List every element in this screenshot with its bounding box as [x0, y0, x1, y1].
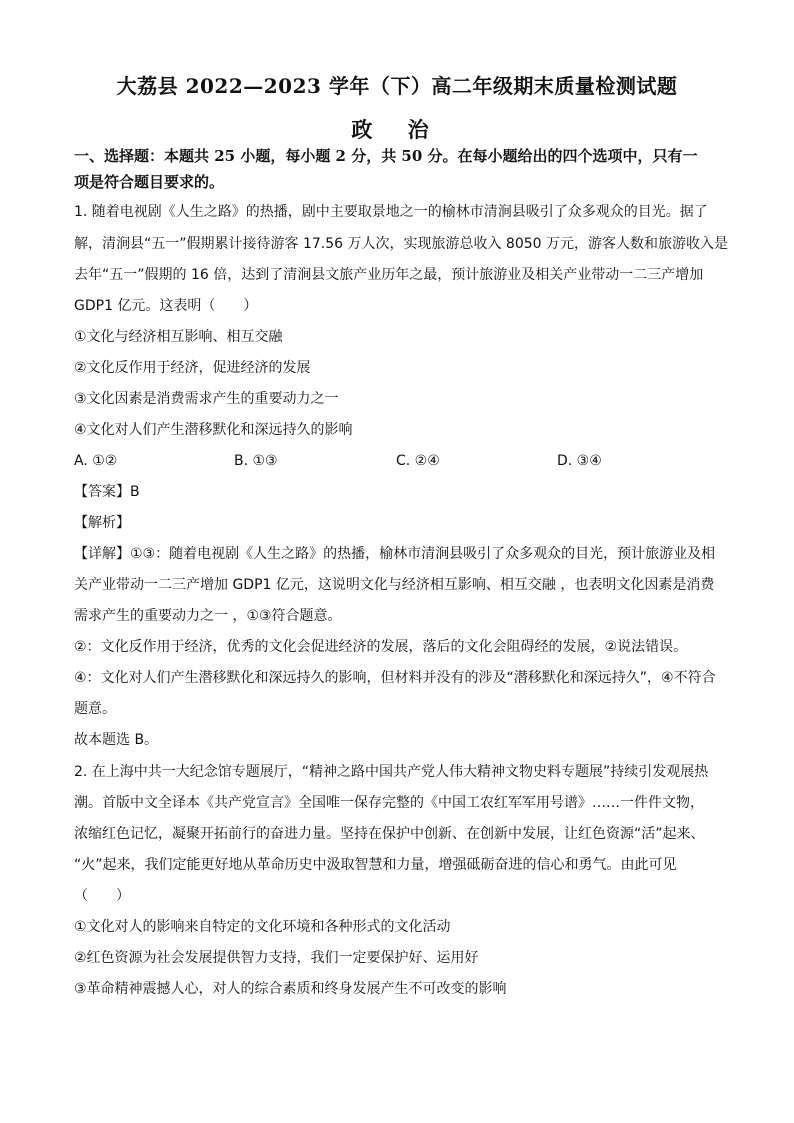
q1-explain-line: ④：文化对人们产生潜移默化和深远持久的影响，但材料并没有的涉及“潜移默化和深远持久”，④不符合 [74, 670, 716, 686]
q2-item: ②红色资源为社会发展提供智力支持，我们一定要保护好、运用好 [74, 950, 479, 966]
q1-answer: 【答案】B [74, 484, 140, 500]
q1-explain-line: 故本题选 B。 [74, 732, 159, 748]
q2-stem-line: 2. 在上海中共一大纪念馆专题展厅，“精神之路中国共产党人伟大精神文物史料专题展”持续引发观展热 [74, 764, 709, 780]
q1-explain-line: ②：文化反作用于经济，优秀的文化会促进经济的发展，落后的文化会阻碍经的发展，②说法错误。 [74, 639, 688, 655]
q1-explain-line: 需求产生的重要动力之一 ，①③符合题意。 [74, 608, 342, 624]
q1-item: ②文化反作用于经济，促进经济的发展 [74, 360, 311, 376]
q1-option-a: A. ①② [74, 453, 118, 469]
q1-stem-line: 去年“五一”假期的 16 倍，达到了清涧县文旅产业历年之最，预计旅游业及相关产业带动一二三产增加 [74, 267, 704, 283]
q1-explain-line: 【详解】①③：随着电视剧《人生之路》的热播，榆林市清涧县吸引了众多观众的目光，预计旅游业及相 [74, 546, 716, 562]
q1-stem-line: 解，清涧县“五一”假期累计接待游客 17.56 万人次，实现旅游总收入 8050 万元，游客人数和旅游收入是 [74, 236, 729, 252]
q1-explain-line: 题意。 [74, 701, 116, 717]
q2-item: ①文化对人的影响来自特定的文化环境和各种形式的文化活动 [74, 919, 451, 935]
q2-stem-line: 浓缩红色记忆，凝聚开拓前行的奋进力量。坚持在保护中创新、在创新中发展，让红色资源“活”起来、 [74, 826, 705, 842]
q1-stem-line: GDP1 亿元。这表明（ ） [74, 298, 258, 314]
q1-item: ③文化因素是消费需求产生的重要动力之一 [74, 391, 339, 407]
q1-analysis-label: 【解析】 [74, 515, 130, 531]
q1-item: ①文化与经济相互影响、相互交融 [74, 329, 283, 345]
q1-explain-line: 关产业带动一二三产增加 GDP1 亿元，这说明文化与经济相互影响、相互交融 ，也表明文化因素是消费 [74, 577, 715, 593]
q2-stem-line: “火”起来，我们定能更好地从革命历史中汲取智慧和力量，增强砥砺奋进的信心和勇气。由此可见 [74, 857, 677, 873]
q2-stem-line: 潮。首版中文全译本《共产党宣言》全国唯一保存完整的《中国工农红军军用号谱》……一件件文物， [74, 795, 704, 811]
section-instruction-line-1: 一、选择题：本题共 25 小题，每小题 2 分，共 50 分。在每小题给出的四个选项中，只有一 [74, 147, 698, 165]
q2-item: ③革命精神震撼人心，对人的综合素质和终身发展产生不可改变的影响 [74, 981, 507, 997]
q1-item: ④文化对人们产生潜移默化和深远持久的影响 [74, 422, 353, 438]
exam-title: 大荔县 2022—2023 学年（下）高二年级期末质量检测试题 [116, 74, 678, 98]
q1-option-b: B. ①③ [234, 453, 278, 469]
section-instruction-line-2: 项是符合题目要求的。 [74, 173, 225, 191]
q1-option-c: C. ②④ [396, 453, 440, 469]
q1-stem-line: 1. 随着电视剧《人生之路》的热播，剧中主要取景地之一的榆林市清涧县吸引了众多观众的目光。据了 [74, 204, 708, 220]
subject-title: 政 治 [351, 117, 443, 142]
q1-option-d: D. ③④ [557, 453, 602, 469]
q2-stem-line: （ ） [74, 888, 130, 904]
